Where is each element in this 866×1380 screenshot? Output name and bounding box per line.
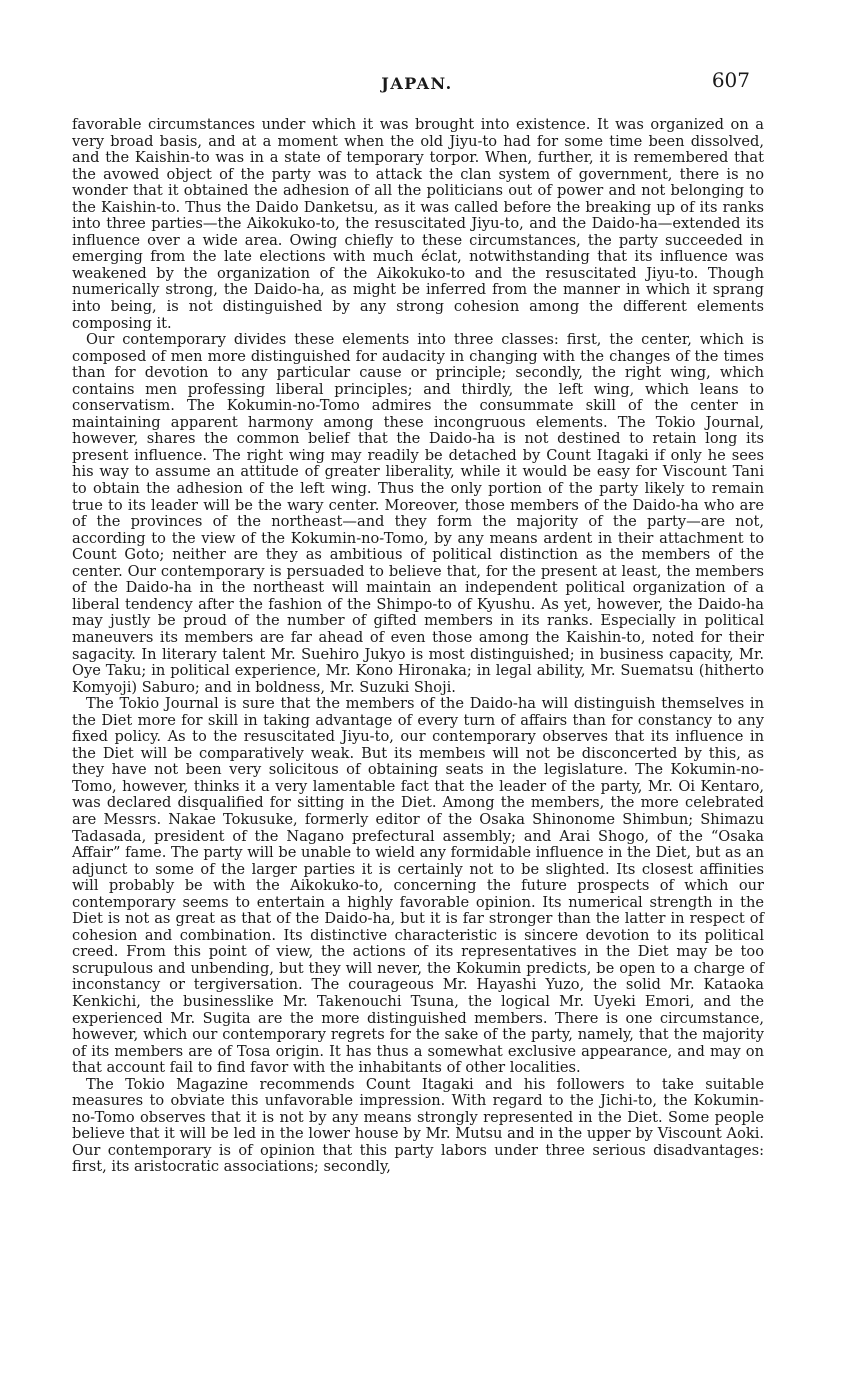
paragraph: Our contemporary divides these elements into three classes: first, the center, which is composed of men more distinguished for audacity in changing with the changes of the times than for devotion to any particular cause or principle; secondly, the right wing, which contains men professing liberal principles; and thirdly, the left wing, which leans to conservatism. The Kokumin-no-Tomo admires the consummate skill of the center in maintaining apparent harmony among these incongruous elements. The Tokio Journal, however, shares the common belief that the Daido-ha is not destined to retain long its present influence. The right wing may readily be detached by Count Itagaki if only he sees his way to assume an attitude of greater liberality, while it would be easy for Viscount Tani to obtain the adhesion of the left wing. Thus the only portion of the party likely to remain true to its leader will be the wary center. Moreover, those members of the Daido-ha who are of the provinces of the northeast—and they form the majority of the party—are not, according to the view of the Kokumin-no-Tomo, by any means ardent in their attachment to Count Goto; neither are they as ambitious of political distinction as the members of the center. Our contemporary is persuaded to believe that, for the present at least, the members of the Daido-ha in the northeast will maintain an independent political organization of a liberal tendency after the fashion of the Shimpo-to of Kyushu. As yet, however, the Daido-ha may justly be proud of the number of gifted members in its ranks. Especially in political maneuvers its members are far ahead of even those among the Kaishin-to, noted for their sagacity. In literary talent Mr. Suehiro Jukyo is most distinguished; in business capacity, Mr. Oye Taku; in political experience, Mr. Kono Hironaka; in legal ability, Mr. Suematsu (hitherto Komyoji) Saburo; and in boldness, Mr. Suzuki Shoji. <box>72 331 764 696</box>
paragraph: The Tokio Magazine recommends Count Itagaki and his followers to take suitable measures to obviate this unfavorable impression. With regard to the Jichi-to, the Kokumin-no-Tomo observes that it is not by any means strongly represented in the Diet. Some people believe that it will be led in the lower house by Mr. Mutsu and in the upper by Viscount Aoki. Our contemporary is of opinion that this party labors under three serious disadvantages: first, its aristocratic associations; secondly, <box>72 1075 764 1176</box>
running-head <box>72 68 762 98</box>
page-number: 607 <box>711 68 750 92</box>
running-title: JAPAN. <box>381 74 453 93</box>
body-text <box>72 117 764 1176</box>
paragraph: The Tokio Journal is sure that the members of the Daido-ha will distinguish themselves in the Diet more for skill in taking advantage of every turn of affairs than for constancy to any fixed policy. As to the resuscitated Jiyu-to, our contemporary observes that its influence in the Diet will be comparatively weak. But its membeıs will not be disconcerted by this, as they have not been very solicitous of obtaining seats in the legislature. The Kokumin-no-Tomo, however, thinks it a very lamentable fact that the leader of the party, Mr. Oi Kentaro, was declared disqualified for sitting in the Diet. Among the members, the more celebrated are Messrs. Nakae Tokusuke, formerly editor of the Osaka Shinonome Shimbun; Shimazu Tadasada, president of the Nagano prefectural assembly; and Arai Shogo, of the “Osaka Affair” fame. The party will be unable to wield any formidable influence in the Diet, but as an adjunct to some of the larger parties it is certainly not to be slighted. Its closest affinities will probably be with the Aikokuko-to, concerning the future prospects of which our contemporary seems to entertain a highly favorable opinion. Its numerical strength in the Diet is not as great as that of the Daido-ha, but it is far stronger than the latter in respect of cohesion and combination. Its distinctive characteristic is sincere devotion to its political creed. From this point of view, the actions of its representatives in the Diet may be too scrupulous and unbending, but they will never, the Kokumin predicts, be open to a charge of inconstancy or tergiversation. The courageous Mr. Hayashi Yuzo, the solid Mr. Kataoka Kenkichi, the businesslike Mr. Takenouchi Tsuna, the logical Mr. Uyeki Emori, and the experienced Mr. Sugita are the more distinguished members. There is one circumstance, however, which our contemporary regrets for the sake of the party, namely, that the majority of its members are of Tosa origin. It has thus a somewhat exclusive appearance, and may on that account fail to find favor with the inhabitants of other localities. <box>72 695 764 1077</box>
paragraph: favorable circumstances under which it was brought into existence. It was organized on a very broad basis, and at a moment when the old Jiyu-to had for some time been dissolved, and the Kaishin-to was in a state of temporary torpor. When, further, it is remembered that the avowed object of the party was to attack the clan system of government, there is no wonder that it obtained the adhesion of all the politicians out of power and not belonging to the Kaishin-to. Thus the Daido Danketsu, as it was called before the breaking up of its ranks into three parties—the Aikokuko-to, the resuscitated Jiyu-to, and the Daido-ha—extended its influence over a wide area. Owing chiefly to these circumstances, the party succeeded in emerging from the late elections with much éclat, notwithstanding that its influence was weakened by the organization of the Aikokuko-to and the resuscitated Jiyu-to. Though numerically strong, the Daido-ha, as might be inferred from the manner in which it sprang into being, is not distinguished by any strong cohesion among the different elements composing it. <box>72 116 764 332</box>
